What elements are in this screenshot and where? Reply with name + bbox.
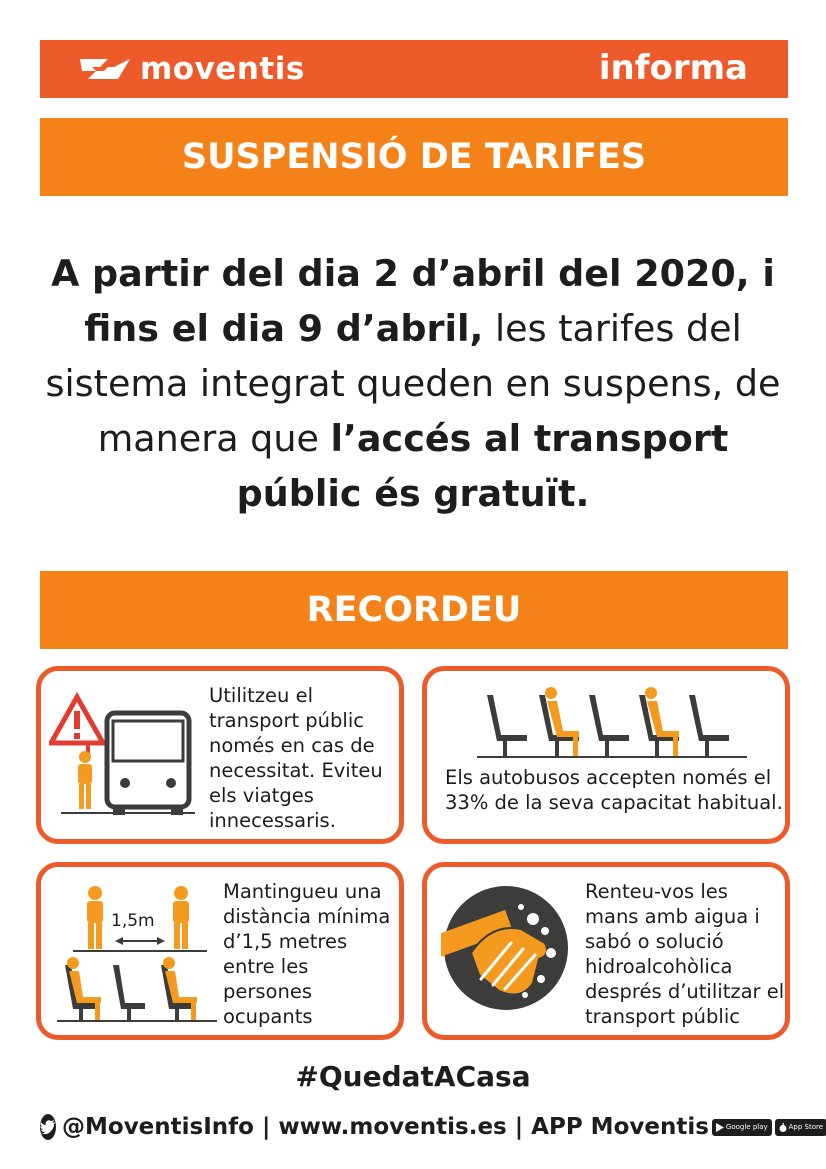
headline-bold-free: l’accés al transport públic és gratuït. [236, 417, 729, 515]
card-capacity [422, 666, 790, 844]
website-link[interactable]: www.moventis.es [278, 1114, 507, 1140]
footer-separator: | [253, 1114, 279, 1140]
twitter-icon [40, 1114, 56, 1140]
headline-text: les tarifes del sistema integrat queden en suspens, de manera que [45, 307, 781, 460]
twitter-handle-link[interactable]: @MoventisInfo [62, 1114, 254, 1140]
play-icon [716, 1123, 724, 1132]
page-title: SUSPENSIÓ DE TARIFES [40, 118, 788, 196]
brand-name: moventis [140, 51, 305, 87]
card-text: Utilitzeu el transport públic només en cas de necessitat. Eviteu els viatges innecessaris. [209, 684, 383, 832]
headline [30, 246, 796, 521]
warning-bus-icon [49, 691, 199, 821]
google-play-badge[interactable] [712, 1119, 772, 1136]
card-text: Renteu-vos les mans amb aigua i sabó o solució hidroalcohòlica després d’utilitzar el transport públic [585, 880, 785, 1028]
card-necessity [36, 666, 404, 844]
card-distance [36, 862, 404, 1040]
google-play-label: Google play [725, 1123, 768, 1131]
apple-icon [779, 1123, 787, 1132]
app-label: APP Moventis [531, 1114, 709, 1140]
card-handwash [422, 862, 790, 1040]
app-store-badge[interactable] [775, 1119, 826, 1136]
footer-separator: | [506, 1114, 532, 1140]
card-text: Mantingueu una distància mínima d’1,5 metres entre les persones ocupants [223, 880, 391, 1028]
hashtag: #QuedatACasa [295, 1060, 531, 1093]
distance-label: 1,5m [111, 911, 155, 931]
recordeu-banner: RECORDEU [40, 571, 788, 649]
seats-capacity-icon [467, 685, 757, 765]
card-text: Els autobusos accepten només el 33% de la seva capacitat habitual. [445, 766, 783, 814]
moventis-logo [78, 50, 305, 88]
handwash-icon [441, 883, 571, 1013]
headline-bold-dates: A partir del dia 2 d’abril del 2020, i fins el dia 9 d’abril, [51, 252, 775, 350]
app-store-label: App Store [788, 1123, 824, 1131]
informa-label: informa [598, 48, 748, 88]
header-bar [40, 40, 788, 98]
distance-icon [57, 885, 227, 1025]
footer [40, 1110, 824, 1144]
moventis-logo-icon [78, 55, 132, 83]
